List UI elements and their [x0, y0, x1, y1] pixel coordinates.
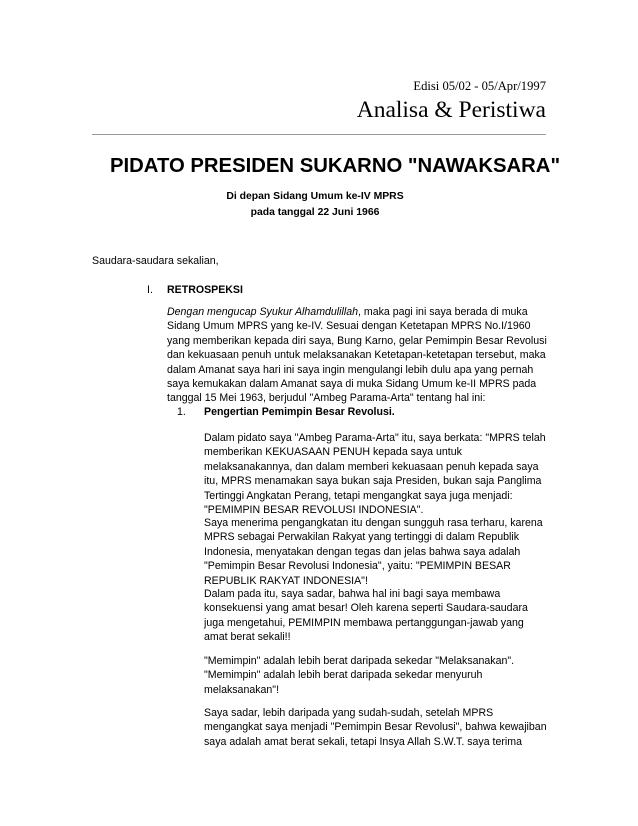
intro-line: Sidang Umum MPRS yang ke-IV. Sesuai dengan Ketetapan MPRS No.I/1960: [167, 320, 531, 333]
paragraph-line: memberikan KEKUASAAN PENUH kepada saya untuk: [204, 446, 462, 459]
paragraph-line: Indonesia, menyatakan dengan tegas dan jelas bahwa saya adalah: [204, 545, 521, 558]
paragraph-line: Saya sadar, lebih daripada yang sudah-sudah, setelah MPRS: [204, 707, 494, 719]
paragraph-line: Saya menerima pengangkatan itu dengan sungguh rasa terharu, karena: [204, 517, 543, 529]
header-divider: [92, 134, 546, 135]
item-paragraph-1: [204, 431, 546, 517]
paragraph-line: mengangkat saya menjadi "Pemimpin Besar Revolusi", bahwa kewajiban: [204, 721, 547, 734]
intro-line: dan kekuasaan penuh untuk melaksanakan Ketetapan-ketetapan tersebut, maka: [167, 349, 546, 362]
paragraph-line: "Memimpin" adalah lebih berat daripada sekedar menyuruh: [204, 669, 483, 682]
intro-line: tanggal 15 Mei 1963, berjudul "Ambeg Parama-Arta" tentang hal ini:: [167, 392, 486, 405]
item-paragraph-3: [204, 587, 528, 645]
intro-paragraph: [167, 305, 547, 406]
item-number: 1.: [177, 406, 186, 418]
intro-line: [167, 305, 547, 319]
paragraph-line: "Pemimpin Besar Revolusi Indonesia", yaitu: "PEMIMPIN BESAR: [204, 560, 511, 573]
paragraph-line: melaksanakan"!: [204, 683, 280, 696]
intro-line: dalam Amanat saya hari ini saya ingin mengulangi lebih dulu apa yang pernah: [167, 363, 534, 376]
document-subtitle-venue: Di depan Sidang Umum ke-IV MPRS: [226, 191, 404, 202]
section-number: I.: [147, 284, 153, 296]
intro-line: saya kemukakan dalam Amanat saya di muka Sidang Umum ke-II MPRS pada: [167, 378, 537, 391]
paragraph-line: "Memimpin" adalah lebih berat daripada sekedar "Melaksanakan".: [204, 655, 515, 667]
paragraph-line: "PEMIMPIN BESAR REVOLUSI INDONESIA".: [204, 504, 424, 517]
item-paragraph-2: [204, 516, 543, 588]
document-title: PIDATO PRESIDEN SUKARNO "NAWAKSARA": [110, 155, 561, 177]
salutation: Saudara-saudara sekalian,: [92, 255, 219, 267]
paragraph-line: juga mengetahui, PEMIMPIN membawa pertanggungan-jawab yang: [204, 616, 524, 629]
intro-italic-phrase: Dengan mengucap Syukur Alhamdulillah: [167, 306, 358, 318]
item-paragraph-5: [204, 706, 547, 749]
paragraph-line: saya adalah amat berat sekali, tetapi Insya Allah S.W.T. saya terima: [204, 735, 522, 748]
paragraph-line: konsekuensi yang amat besar! Oleh karena seperti Saudara-saudara: [204, 602, 528, 615]
intro-line: yang memberikan kepada diri saya, Bung Karno, gelar Pemimpin Besar Revolusi: [167, 334, 547, 347]
paragraph-line: Dalam pidato saya "Ambeg Parama-Arta" itu, saya berkata: "MPRS telah: [204, 432, 546, 444]
paragraph-line: amat berat sekali!!: [204, 631, 291, 644]
item-heading: Pengertian Pemimpin Besar Revolusi.: [204, 406, 395, 418]
paragraph-line: Tertinggi Angkatan Perang, tetapi mengangkat saya juga menjadi:: [204, 489, 513, 502]
paragraph-line: REPUBLIK RAKYAT INDONESIA"!: [204, 574, 368, 587]
intro-line-rest: , maka pagi ini saya berada di muka: [358, 306, 528, 318]
item-paragraph-4: [204, 654, 514, 697]
document-subtitle-date: pada tanggal 22 Juni 1966: [250, 207, 380, 218]
paragraph-line: MPRS sebagai Perwakilan Rakyat yang tertinggi di dalam Republik: [204, 531, 520, 544]
section-heading: RETROSPEKSI: [167, 284, 243, 296]
section-title: Analisa & Peristiwa: [356, 97, 546, 123]
edition-line: Edisi 05/02 - 05/Apr/1997: [413, 79, 546, 93]
paragraph-line: itu, MPRS menamakan saya bukan saja Presiden, bukan saja Panglima: [204, 475, 542, 488]
paragraph-line: Dalam pada itu, saya sadar, bahwa hal ini bagi saya membawa: [204, 588, 501, 600]
paragraph-line: melaksanakannya, dan dalam memberi kekuasaan penuh kepada saya: [204, 460, 539, 473]
